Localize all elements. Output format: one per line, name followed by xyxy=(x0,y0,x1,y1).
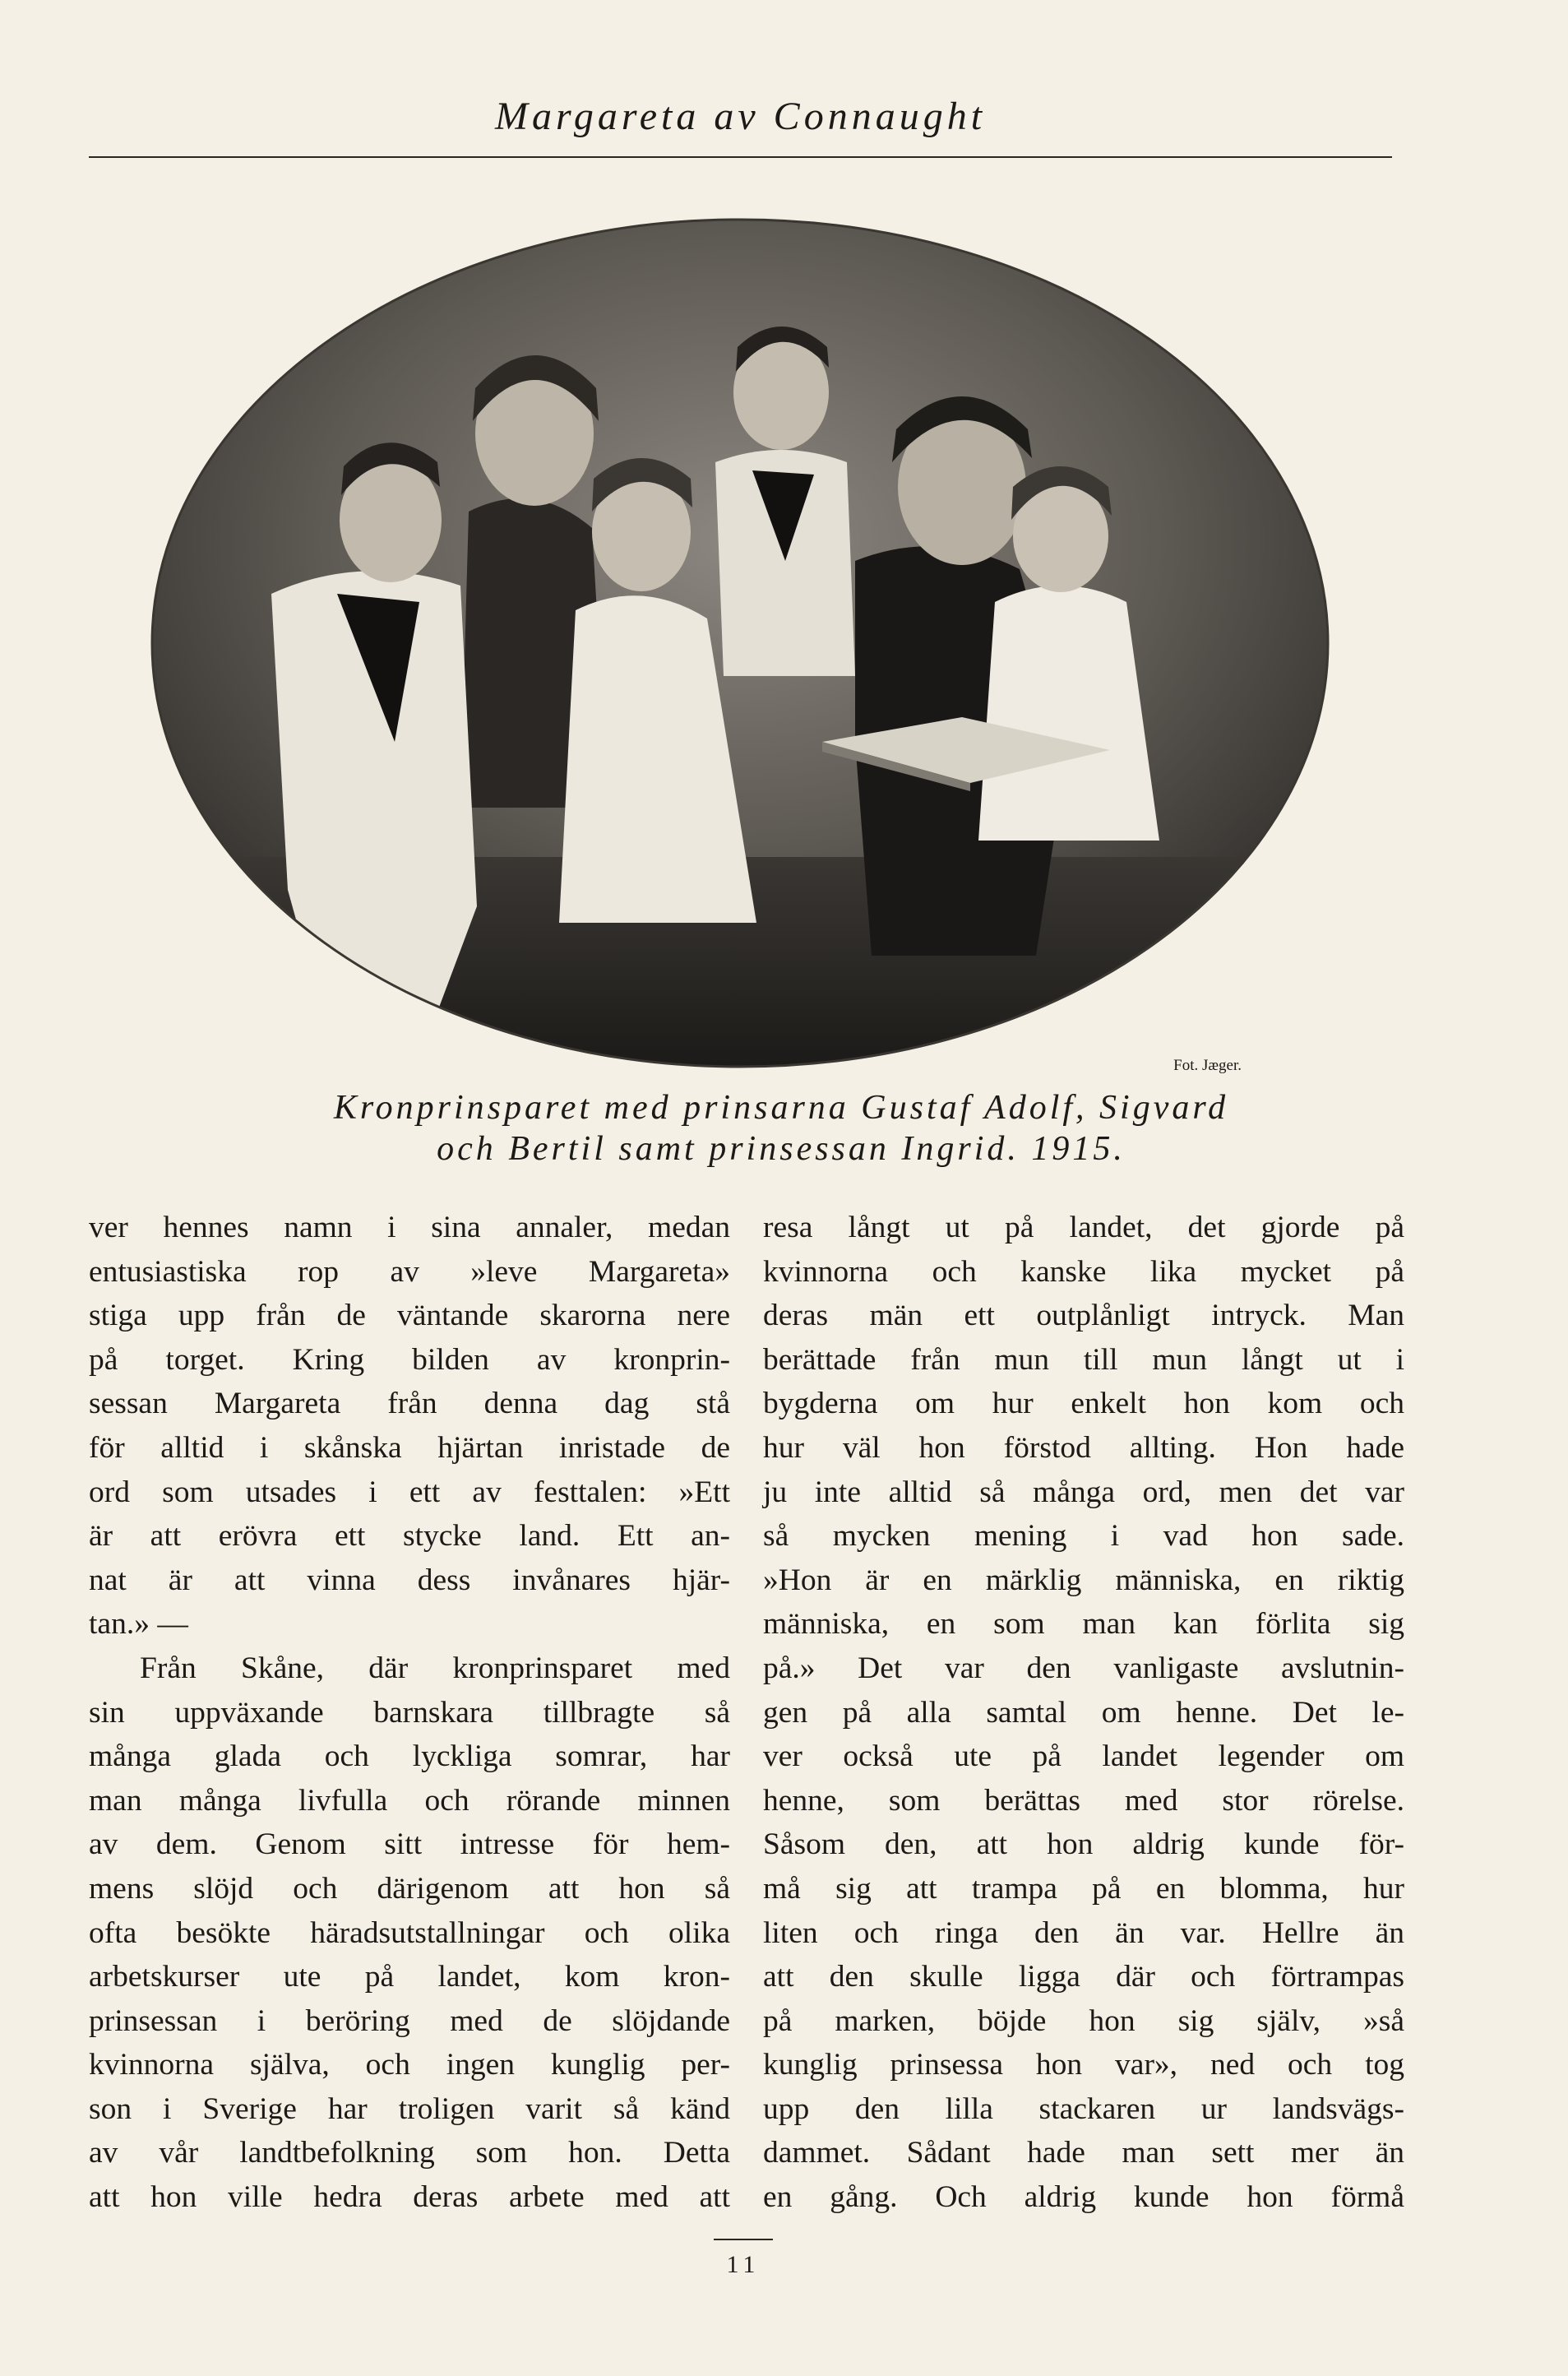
text-line: ju inte alltid så många ord, men det var xyxy=(763,1475,1404,1509)
photo-credit: Fot. Jæger. xyxy=(1173,1057,1242,1074)
figure-caption xyxy=(123,1087,1439,1169)
text-line: av dem. Genom sitt intresse för hem- xyxy=(89,1827,730,1862)
oval-portrait-photo xyxy=(148,215,1332,1071)
text-line: människa, en som man kan förlita sig xyxy=(763,1607,1404,1642)
text-line: dammet. Sådant hade man sett mer än xyxy=(763,2136,1404,2170)
text-line: entusiastiska rop av »leve Margareta» xyxy=(89,1254,730,1289)
text-line: bygderna om hur enkelt hon kom och xyxy=(763,1387,1404,1421)
text-line: av vår landtbefolkning som hon. Detta xyxy=(89,2136,730,2170)
text-line: man många livfulla och rörande minnen xyxy=(89,1783,730,1818)
text-line: ver också ute på landet legender om xyxy=(763,1739,1404,1774)
text-line: prinsessan i beröring med de slöjdande xyxy=(89,2003,730,2038)
text-line: att hon ville hedra deras arbete med att xyxy=(89,2180,730,2215)
text-line: son i Sverige har troligen varit så känd xyxy=(89,2091,730,2126)
text-line: Såsom den, att hon aldrig kunde för- xyxy=(763,1827,1404,1862)
text-line: kvinnorna själva, och ingen kunglig per- xyxy=(89,2048,730,2082)
text-line: sin uppväxande barnskara tillbragte så xyxy=(89,1695,730,1730)
left-text-column xyxy=(89,1206,730,2220)
text-line: på.» Det var den vanligaste avslutnin- xyxy=(763,1651,1404,1685)
text-line: så mycken mening i vad hon sade. xyxy=(763,1519,1404,1554)
text-line: upp den lilla stackaren ur landsvägs- xyxy=(763,2091,1404,2126)
family-photograph xyxy=(148,215,1332,1071)
text-line: tan.» — xyxy=(89,1607,188,1642)
text-line: henne, som berättas med stor rörelse. xyxy=(763,1783,1404,1818)
text-line: ofta besökte häradsutstallningar och olika xyxy=(89,1915,730,1950)
text-line: kvinnorna och kanske lika mycket på xyxy=(763,1254,1404,1289)
text-line: berättade från mun till mun långt ut i xyxy=(763,1342,1404,1377)
text-line: hur väl hon förstod allting. Hon hade xyxy=(763,1430,1404,1465)
text-line: en gång. Och aldrig kunde hon förmå xyxy=(763,2180,1404,2215)
text-line: för alltid i skånska hjärtan inristade de xyxy=(89,1430,730,1465)
text-line: deras män ett outplånligt intryck. Man xyxy=(763,1299,1404,1333)
text-line: att den skulle ligga där och förtrampas xyxy=(763,1960,1404,1994)
caption-line: Kronprinsparet med prinsarna Gustaf Adolf, Sigvard xyxy=(333,1089,1229,1127)
running-title: Margareta av Connaught xyxy=(494,95,987,138)
caption-line: och Bertil samt prinsessan Ingrid. 1915. xyxy=(437,1130,1126,1168)
page-number: 11 xyxy=(726,2251,761,2278)
header-rule xyxy=(89,156,1392,158)
text-line: på torget. Kring bilden av kronprin- xyxy=(89,1342,730,1377)
text-line: mens slöjd och därigenom att hon så xyxy=(89,1871,730,1906)
text-line: är att erövra ett stycke land. Ett an- xyxy=(89,1519,730,1554)
text-line: sessan Margareta från denna dag stå xyxy=(89,1387,730,1421)
right-text-column xyxy=(763,1206,1404,2220)
text-line: må sig att trampa på en blomma, hur xyxy=(763,1871,1404,1906)
text-line: ver hennes namn i sina annaler, medan xyxy=(89,1211,730,1244)
text-line: ord som utsades i ett av festtalen: »Ett xyxy=(89,1475,730,1509)
footer-rule xyxy=(714,2239,773,2240)
text-line: arbetskurser ute på landet, kom kron- xyxy=(89,1960,730,1994)
text-line: gen på alla samtal om henne. Det le- xyxy=(763,1695,1404,1730)
text-line: många glada och lyckliga somrar, har xyxy=(89,1739,730,1774)
text-line: Från Skåne, där kronprinsparet med xyxy=(140,1651,730,1685)
text-line: nat är att vinna dess invånares hjär- xyxy=(89,1563,730,1597)
text-line: »Hon är en märklig människa, en riktig xyxy=(763,1563,1404,1597)
text-line: kunglig prinsessa hon var», ned och tog xyxy=(763,2048,1404,2082)
text-line: stiga upp från de väntande skarorna nere xyxy=(89,1299,730,1333)
text-line: på marken, böjde hon sig själv, »så xyxy=(763,2003,1404,2038)
text-line: resa långt ut på landet, det gjorde på xyxy=(763,1211,1404,1244)
text-line: liten och ringa den än var. Hellre än xyxy=(763,1915,1404,1950)
